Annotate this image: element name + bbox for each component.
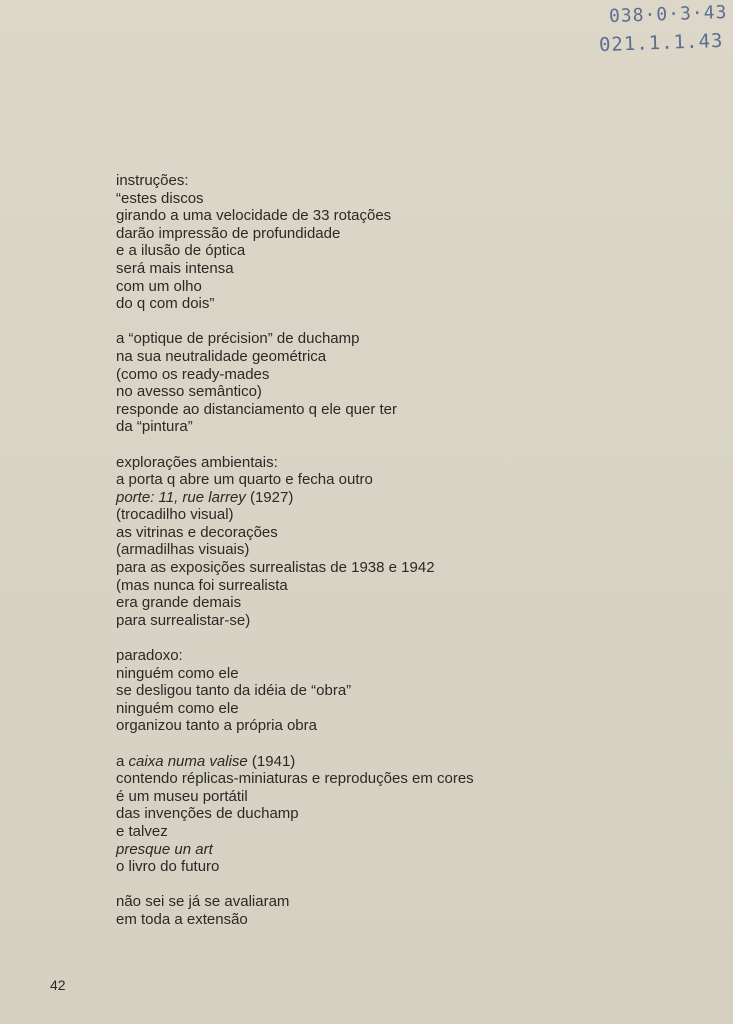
poem-line: do q com dois” [116, 295, 215, 313]
poem-line: será mais intensa [116, 259, 234, 277]
poem-line: (trocadilho visual) [116, 506, 234, 524]
poem-line [116, 489, 474, 507]
line-segment: (1927) [245, 488, 294, 506]
poem-line: “estes discos [116, 189, 204, 207]
poem-line: (armadilhas visuais) [116, 541, 250, 559]
poem-line: se desligou tanto da idéia de “obra” [116, 682, 352, 700]
italic-title: caixa numa valise [128, 752, 248, 770]
poem-line [116, 753, 474, 771]
poem-line: darão impressão de profundidade [116, 224, 341, 242]
poem-line: para surrealistar-se) [116, 611, 251, 629]
line-segment: (1941) [247, 752, 296, 770]
poem-line: e a ilusão de óptica [116, 242, 246, 260]
italic-title: porte: 11, rue larrey [116, 488, 246, 506]
poem-line: ninguém como ele [116, 699, 239, 717]
archive-annotation-1: 038·0·3·43 [608, 1, 728, 28]
stanza-gap [116, 876, 474, 894]
poem-line: era grande demais [116, 594, 242, 612]
poem-line: é um museu portátil [116, 787, 248, 805]
page-number: 42 [50, 977, 66, 993]
poem-line [116, 841, 474, 859]
poem-line: instruções: [116, 172, 189, 189]
poem-line: com um olho [116, 277, 202, 295]
poem-line: não sei se já se avaliaram [116, 893, 290, 911]
poem-line: em toda a extensão [116, 910, 248, 928]
italic-title: presque un art [116, 840, 213, 858]
poem-line: contendo réplicas-miniaturas e reproduções em cores [116, 770, 474, 788]
poem-line: (mas nunca foi surrealista [116, 576, 288, 594]
stanza-gap [116, 436, 474, 454]
poem-text [116, 172, 474, 929]
poem-line: explorações ambientais: [116, 453, 278, 471]
poem-line: a porta q abre um quarto e fecha outro [116, 471, 373, 489]
poem-line: e talvez [116, 822, 168, 840]
poem-line: responde ao distanciamento q ele quer ter [116, 400, 398, 418]
archive-annotation-2: 021.1.1.43 [598, 29, 724, 57]
poem-line: organizou tanto a própria obra [116, 717, 317, 735]
stanza-gap [116, 735, 474, 753]
poem-line: para as exposições surrealistas de 1938 e 1942 [116, 559, 435, 577]
poem-line: a “optique de précision” de duchamp [116, 330, 360, 348]
poem-line: na sua neutralidade geométrica [116, 347, 327, 365]
poem-line: (como os ready-mades [116, 365, 270, 383]
poem-line: paradoxo: [116, 647, 183, 665]
poem-line: ninguém como ele [116, 664, 239, 682]
poem-line: no avesso semântico) [116, 383, 262, 401]
poem-line: o livro do futuro [116, 858, 220, 876]
stanza-gap [116, 629, 474, 647]
poem-line: as vitrinas e decorações [116, 523, 278, 541]
poem-line: girando a uma velocidade de 33 rotações [116, 207, 392, 225]
line-segment: a [116, 752, 129, 770]
stanza-gap [116, 313, 474, 331]
poem-line: das invenções de duchamp [116, 805, 299, 823]
poem-line: da “pintura” [116, 418, 193, 436]
